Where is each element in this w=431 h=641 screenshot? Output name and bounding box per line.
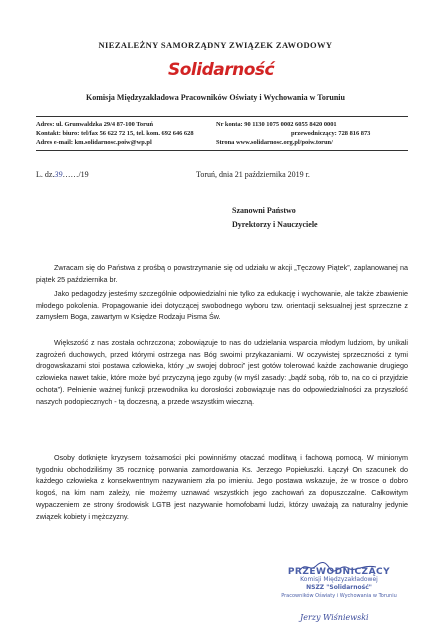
reference-label: L. dz. bbox=[36, 170, 55, 179]
phone-contact-text: Kontakt: biuro: tel/fax 56 622 72 15, tel. kom. 692 646 628 bbox=[36, 130, 194, 137]
union-name: NIEZALEŻNY SAMORZĄDNY ZWIĄZEK ZAWODOWY bbox=[98, 40, 333, 50]
bank-account-text: Nr konta: 90 1130 1075 0002 6055 8420 0001 bbox=[216, 121, 337, 128]
reference-handwritten-number: 39 bbox=[54, 170, 63, 179]
email-text: Adres e-mail: km.solidarnosc.poiw@wp.pl bbox=[36, 139, 152, 146]
salutation: Szanowni Państwo bbox=[232, 206, 296, 215]
chair-phone-text: przewodniczący: 728 816 873 bbox=[291, 130, 371, 137]
place-date: Toruń, dnia 21 października 2019 r. bbox=[196, 170, 310, 179]
body-paragraph-3 bbox=[36, 337, 408, 407]
stamp-line-3: Pracowników Oświaty i Wychowania w Toruniu bbox=[281, 593, 397, 599]
body-paragraph-2-text: Jako pedagodzy jesteśmy szczególnie odpowiedzialni nie tylko za edukację i wychowanie, ale także zbawienie młodego pokolenia. Propagowanie idei dotyczącej swobodnego wyboru tzw. orientacji seksualnej jest sprzeczne z zamysłem Boga, zawartym w Księdze Rodzaju Pisma Św. bbox=[36, 289, 408, 322]
body-paragraph-1-text: Zwracam się do Państwa z prośbą o powstrzymanie się od udziału w akcji „Tęczowy Piątek”, zaplanowanej na piątek 25 października br. bbox=[36, 263, 408, 284]
body-paragraph-2 bbox=[36, 288, 408, 323]
website-text: Strona www.solidarnosc.org.pl/poiw.torun/ bbox=[216, 139, 333, 146]
header-divider-top bbox=[36, 116, 408, 117]
solidarnosc-logo: Solidarność bbox=[168, 60, 275, 80]
body-paragraph-1 bbox=[36, 262, 408, 285]
contact-row-1 bbox=[36, 121, 408, 128]
body-paragraph-4 bbox=[36, 452, 408, 522]
stamp-line-1: Komisji Międzyzakładowej bbox=[300, 576, 378, 583]
stamp-title: PRZEWODNICZĄCY bbox=[287, 567, 391, 577]
signer-name: Jerzy Wiśniewski bbox=[300, 613, 369, 622]
reference-number bbox=[36, 170, 89, 179]
body-paragraph-4-text: Osoby dotknięte kryzysem tożsamości płci powinniśmy otaczać modlitwą i fachową pomocą. W minionym tygodniu obchodziliśmy 35 rocznicę porwania zamordowania Ks. Jerzego Popiełuszki. Łączył On szacunek do każdego człowieka z konsekwentnym nazywaniem zła po imieniu. Jego postawa wskazuje, że w trosce o dobro kogoś, na kim nam zależy, nie możemy uznawać wszystkich jego zachowań za dopuszczalne. Całkowitym wypaczeniem ze strony środowisk LGTB jest nazywanie homofobami ludzi, którzy uważają za naturalny jedynie związek kobiety i mężczyzny. bbox=[36, 453, 408, 521]
contact-row-2 bbox=[36, 130, 408, 137]
stamp-line-2: NSZZ "Solidarność" bbox=[306, 584, 372, 591]
address-text: Adres: ul. Grunwaldzka 29/4 87-100 Toruń bbox=[36, 121, 154, 128]
reference-suffix: ……/19 bbox=[62, 170, 89, 179]
chairman-stamp bbox=[280, 568, 398, 600]
header-divider-bottom bbox=[36, 150, 408, 151]
commission-name: Komisja Międzyzakładowa Pracowników Oświaty i Wychowania w Toruniu bbox=[86, 93, 345, 102]
contact-row-3 bbox=[36, 139, 408, 146]
recipients: Dyrektorzy i Nauczyciele bbox=[232, 220, 318, 229]
body-paragraph-3-text: Większość z nas została ochrzczona; zobowiązuje to nas do udzielania wsparcia młodym ludziom, by unikali zagrożeń duchowych, przed którymi ostrzega nas Bóg swoimi przykazaniami. W oczywistej sprzeczności z tymi drogowskazami stoi postawa człowieka, który „w swojej dobroci” jest gotów tolerować każde zachowanie drugiego człowieka nawet takie, które może być przyczyną jego zguby (w myśl zasady: „bądź sobą, rób to, na co ci przyjdzie ochota”). Pełnienie ważnej funkcji przewodnika ku dorosłości zobowiązuje nas do odpowiedzialności za przyszłość naszych podopiecznych - tą doczesną, a przede wszystkim wieczną. bbox=[36, 338, 408, 406]
